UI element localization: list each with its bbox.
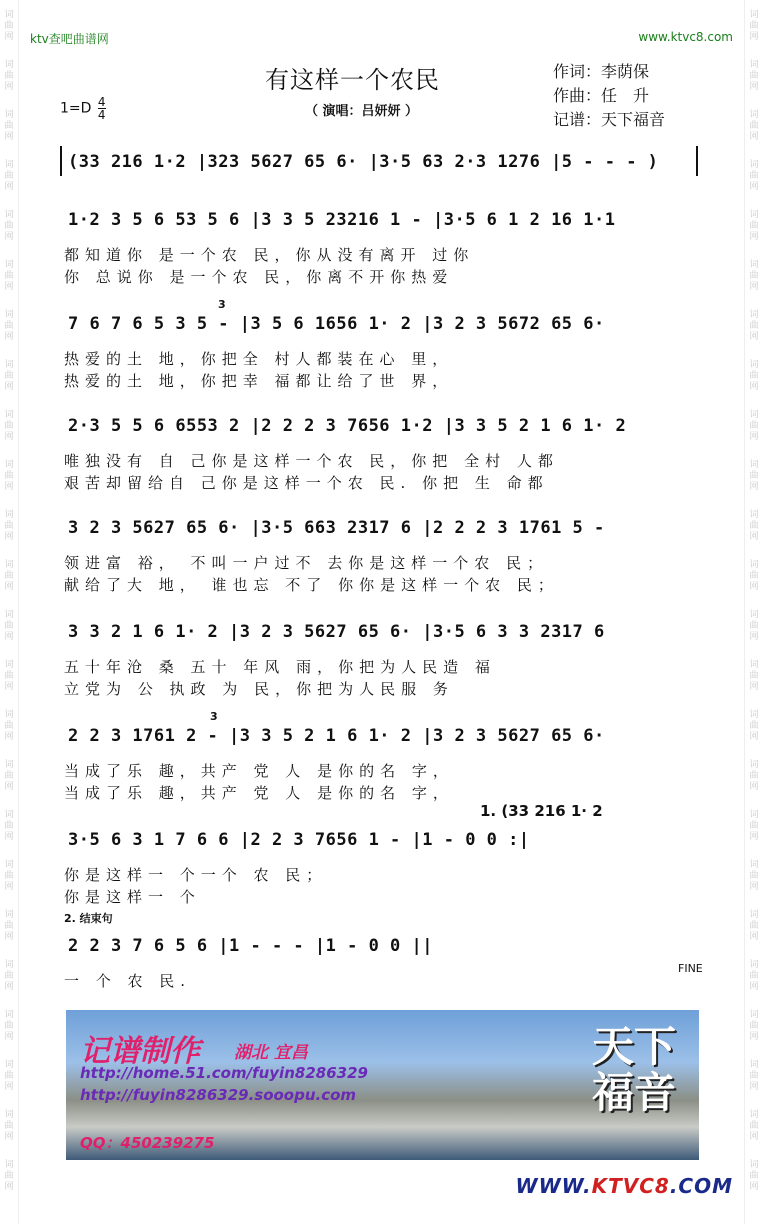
repeat-barline: [60, 146, 62, 176]
watermark-text: 词 曲 网: [4, 1110, 14, 1142]
watermark-text: 词 曲 网: [749, 10, 759, 42]
banner-location: 湖北 宜昌: [234, 1043, 308, 1063]
banner-title: 记谱制作: [80, 1034, 200, 1069]
notation-line: 7 6 7 6 5 3 5 - |3 5 6 1656 1· 2 |3 2 3 5672 65 6·: [68, 314, 605, 334]
watermark-text: 词 曲 网: [749, 460, 759, 492]
watermark-text: 词 曲 网: [749, 160, 759, 192]
volta-1-notation: (33 216 1· 2: [501, 802, 603, 820]
volta-2-label: 2. 结束句: [64, 912, 113, 925]
singer-line: （ 演唱：吕妍妍 ）: [305, 104, 419, 119]
time-bottom: 4: [97, 108, 106, 122]
notation-line: (33 216 1·2 |323 5627 65 6· |3·5 63 2·3 1276 |5 - - - ): [68, 152, 659, 172]
logo-line-2: 福音: [591, 1068, 676, 1117]
time-signature: [98, 96, 106, 121]
watermark-text: 词 曲 网: [4, 360, 14, 392]
key-signature: [60, 96, 106, 121]
notation-line: 2·3 5 5 6 6553 2 |2 2 2 3 7656 1·2 |3 3 5 2 1 6 1· 2: [68, 416, 627, 436]
credit-value: 天下福音: [601, 110, 666, 129]
logo-line-1: 天下: [591, 1022, 676, 1071]
watermark-text: 词 曲 网: [749, 210, 759, 242]
watermark-text: 词 曲 网: [749, 360, 759, 392]
watermark-text: 词 曲 网: [749, 1010, 759, 1042]
watermark-text: 词 曲 网: [4, 810, 14, 842]
watermark-text: 词 曲 网: [4, 560, 14, 592]
banner-url-2[interactable]: http://fuyin8286329.sooopu.com: [80, 1086, 357, 1104]
lyric-verse-2: 献给了大 地， 谁也忘 不了 你你是这样一个农 民；: [64, 576, 559, 594]
watermark-text: 词 曲 网: [749, 1160, 759, 1192]
watermark-text: 词 曲 网: [4, 660, 14, 692]
watermark-text: 词 曲 网: [4, 460, 14, 492]
lyric-verse-1: 热爱的土 地，你把全 村人都装在心 里，: [64, 350, 454, 368]
credit-value: 任 升: [601, 86, 650, 105]
notation-line: 3 3 2 1 6 1· 2 |3 2 3 5627 65 6· |3·5 6 3 3 2317 6: [68, 622, 605, 642]
credit-value: 李荫保: [601, 62, 650, 81]
watermark-text: 词 曲 网: [749, 760, 759, 792]
watermark-text: 词 曲 网: [749, 710, 759, 742]
lyric-verse-1: 唯独没有 自 己你是这样一个农 民，你把 全村 人都: [64, 452, 559, 470]
key-label: 1=D: [60, 100, 92, 117]
watermark-text: 词 曲 网: [4, 610, 14, 642]
credit-lyricist: [553, 60, 665, 84]
watermark-text: 词 曲 网: [4, 860, 14, 892]
footer-url-suffix: .COM: [669, 1174, 733, 1198]
lyric-verse-1: 都知道你 是一个农 民，你从没有离开 过你: [64, 246, 475, 264]
volta-1-notes: [480, 802, 603, 820]
lyric-verse-1: 五十年沧 桑 五十 年风 雨，你把为人民造 福: [64, 658, 496, 676]
watermark-text: 词 曲 网: [749, 660, 759, 692]
site-url-right[interactable]: www.ktvc8.com: [638, 30, 733, 44]
watermark-text: 词 曲 网: [4, 1060, 14, 1092]
lyric-verse-1: 当成了乐 趣，共产 党 人 是你的名 字，: [64, 762, 454, 780]
watermark-text: 词 曲 网: [4, 160, 14, 192]
notation-line: 3·5 6 3 1 7 6 6 |2 2 3 7656 1 - |1 - 0 0 :|: [68, 830, 530, 850]
watermark-text: 词 曲 网: [4, 210, 14, 242]
song-title: 有这样一个农民: [265, 66, 440, 94]
site-name-left[interactable]: ktv查吧曲谱网: [30, 32, 109, 46]
watermark-text: 词 曲 网: [749, 560, 759, 592]
lyric-verse-1: 一 个 农 民.: [64, 972, 192, 990]
promo-banner: [66, 1010, 699, 1160]
watermark-text: 词 曲 网: [4, 1010, 14, 1042]
lyric-verse-2: 你 总说你 是一个农 民，你离不开你热爱: [64, 268, 454, 286]
watermark-text: 词 曲 网: [749, 910, 759, 942]
credit-label: 记谱：: [553, 110, 602, 129]
watermark-text: 词 曲 网: [4, 60, 14, 92]
credit-composer: [553, 84, 665, 108]
watermark-text: 词 曲 网: [4, 910, 14, 942]
watermark-text: 词 曲 网: [4, 760, 14, 792]
watermark-text: 词 曲 网: [749, 860, 759, 892]
watermark-text: 词 曲 网: [4, 260, 14, 292]
watermark-text: 词 曲 网: [749, 1060, 759, 1092]
time-top: 4: [97, 95, 106, 109]
watermark-text: 词 曲 网: [4, 10, 14, 42]
lyric-verse-2: 艰苦却留给自 己你是这样一个农 民. 你把 生 命都: [64, 474, 549, 492]
watermark-text: 词 曲 网: [749, 610, 759, 642]
lyric-verse-2: 立党为 公 执政 为 民，你把为人民服 务: [64, 680, 454, 698]
watermark-text: 词 曲 网: [749, 960, 759, 992]
banner-qq: QQ：450239275: [80, 1134, 215, 1152]
grace-mark: 3: [218, 298, 226, 311]
watermark-text: 词 曲 网: [749, 510, 759, 542]
watermark-text: 词 曲 网: [749, 1110, 759, 1142]
lyric-verse-1: 领进富 裕， 不叫一户过不 去你是这样一个农 民；: [64, 554, 549, 572]
barline-end: [696, 146, 698, 176]
notation-line: 3 2 3 5627 65 6· |3·5 663 2317 6 |2 2 2 3 1761 5 -: [68, 518, 605, 538]
credit-label: 作词：: [553, 62, 602, 81]
notation-line: 2 2 3 1761 2 - |3 3 5 2 1 6 1· 2 |3 2 3 5627 65 6·: [68, 726, 605, 746]
watermark-text: 词 曲 网: [4, 410, 14, 442]
watermark-text: 词 曲 网: [4, 510, 14, 542]
right-watermark-strip: [744, 0, 763, 1224]
credits-block: [553, 60, 665, 132]
lyric-verse-2: 热爱的土 地，你把幸 福都让给了世 界，: [64, 372, 454, 390]
footer-url[interactable]: [516, 1174, 733, 1198]
banner-logo: [579, 1024, 689, 1116]
watermark-text: 词 曲 网: [4, 310, 14, 342]
watermark-text: 词 曲 网: [749, 410, 759, 442]
watermark-text: 词 曲 网: [4, 710, 14, 742]
fine-mark: FINE: [678, 962, 703, 975]
watermark-text: 词 曲 网: [4, 1160, 14, 1192]
credit-label: 作曲：: [553, 86, 602, 105]
watermark-text: 词 曲 网: [749, 810, 759, 842]
watermark-text: 词 曲 网: [4, 110, 14, 142]
watermark-text: 词 曲 网: [749, 310, 759, 342]
notation-line: 2 2 3 7 6 5 6 |1 - - - |1 - 0 0 ||: [68, 936, 433, 956]
notation-line: 1·2 3 5 6 53 5 6 |3 3 5 23216 1 - |3·5 6 1 2 16 1·1: [68, 210, 616, 230]
volta-1-label: 1.: [480, 802, 497, 820]
lyric-verse-2: 你是这样一 个: [64, 888, 201, 906]
watermark-text: 词 曲 网: [749, 60, 759, 92]
banner-url-1[interactable]: http://home.51.com/fuyin8286329: [80, 1064, 368, 1082]
watermark-text: 词 曲 网: [749, 110, 759, 142]
lyric-verse-1: 你是这样一 个一个 农 民；: [64, 866, 328, 884]
left-watermark-strip: [0, 0, 19, 1224]
lyric-verse-2: 当成了乐 趣，共产 党 人 是你的名 字，: [64, 784, 454, 802]
watermark-text: 词 曲 网: [4, 960, 14, 992]
footer-url-prefix: WWW.: [515, 1174, 592, 1198]
watermark-text: 词 曲 网: [749, 260, 759, 292]
credit-transcriber: [553, 108, 665, 132]
grace-mark: 3: [210, 710, 218, 723]
footer-url-brand: KTVC8: [591, 1174, 670, 1198]
